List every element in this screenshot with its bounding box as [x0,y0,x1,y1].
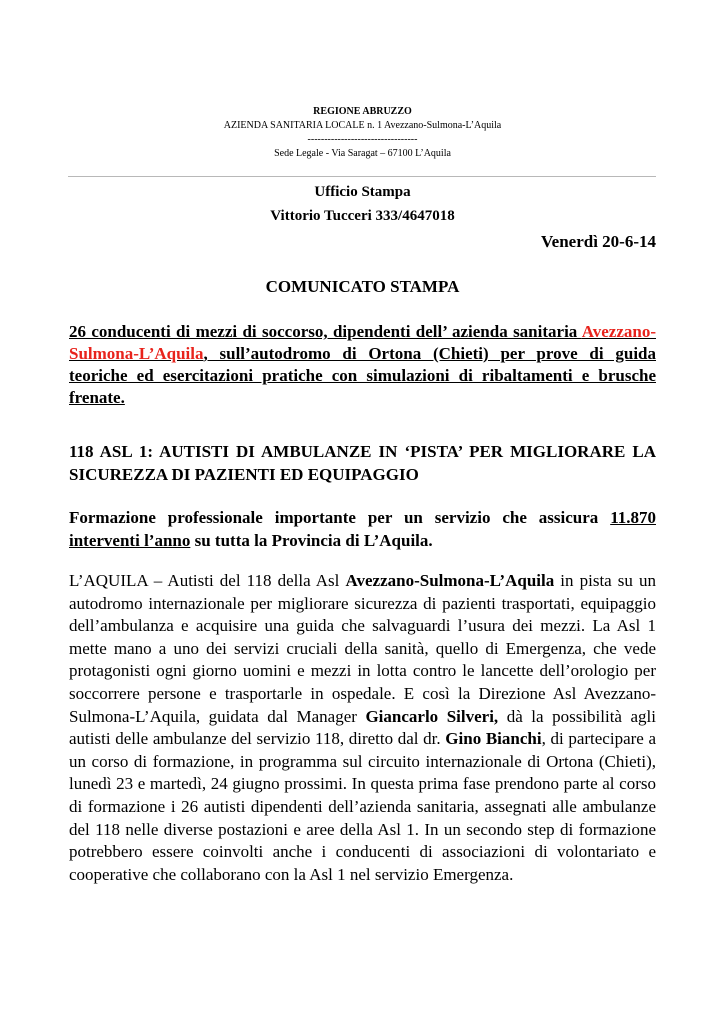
subheadline: 118 ASL 1: AUTISTI DI AMBULANZE IN ‘PISTA’ PER MIGLIORARE LA SICUREZZA DI PAZIENTI ED EQUIPAGGIO [69,442,656,484]
summary [69,506,656,552]
body-paragraph [69,570,656,886]
letterhead-address: Sede Legale - Via Saragat – 67100 L’Aquila [274,148,451,159]
letterhead [0,105,725,161]
body-text-2: in pista su un autodromo internazionale per migliorare sicurezza di pazienti trasportati, equipaggio dell’ambulanza e acquisire una guida che salvaguardi l’usura dei mezzi. La Asl 1 mette mano a uno dei servizi cruciali della sanità, quello di Emergenza, che vede protagonisti ogni giorno uomini e mezzi in lotta contro le lancette dell’orologio per soccorrere persone e trasportarle in ospedale. E così la Direzione Asl Avezzano-Sulmona-L’Aquila, guidata dal Manager [69,571,656,726]
body-text-4: , di partecipare a un corso di formazione, in programma sul circuito internazionale di Ortona (Chieti), lunedì 23 e martedì, 24 giugno prossimi. In questa prima fase prendono parte al corso di formazione i 26 autisti dipendenti dell’azienda sanitaria, assegnati alle ambulanze del 118 nelle diverse postazioni e aree della Asl 1. In un secondo step di formazione potrebbero essere coinvolti anche i conducenti di associazioni di volontariato e cooperative che collaborano con la Asl 1 nel servizio Emergenza. [69,729,657,884]
body-text-3: dà la possibilità agli autisti delle ambulanze del servizio 118, diretto dal dr. [69,706,656,749]
body-bold-3: Gino Bianchi [445,729,542,749]
letterhead-agency: AZIENDA SANITARIA LOCALE n. 1 Avezzano-Sulmona-L’Aquila [223,120,502,131]
header-divider [68,176,656,177]
summary-underlined: 11.870 interventi l’anno [69,508,656,550]
body-text-1: L’AQUILA – Autisti del 118 della Asl [69,571,346,590]
summary-text-2: su tutta la Provincia di L’Aquila. [190,531,433,550]
headline-text-2: , sull’autodromo di Ortona (Chieti) per prove di guida teoriche ed esercitazioni pratiche con simulazioni di ribaltamenti e brusche frenate. [69,344,656,407]
headline [69,321,656,409]
letterhead-separator: --------------------------------- [307,134,418,145]
document-date: Venerdì 20-6-14 [540,232,656,251]
letterhead-region: REGIONE ABRUZZO [313,106,412,117]
headline-text-1: 26 conducenti di mezzi di soccorso, dipendenti dell’ azienda sanitaria [69,322,582,341]
press-office [0,182,725,230]
body-bold-1: Avezzano-Sulmona-L’Aquila [345,571,555,590]
document-title: COMUNICATO STAMPA [265,277,460,296]
headline-highlight: Avezzano-Sulmona-L’Aquila [69,322,656,363]
office-name: Ufficio Stampa [314,184,411,200]
summary-text-1: Formazione professionale importante per un servizio che assicura [69,508,611,527]
body-bold-2: Giancarlo Silveri, [365,706,499,726]
office-contact: Vittorio Tucceri 333/4647018 [270,208,455,224]
